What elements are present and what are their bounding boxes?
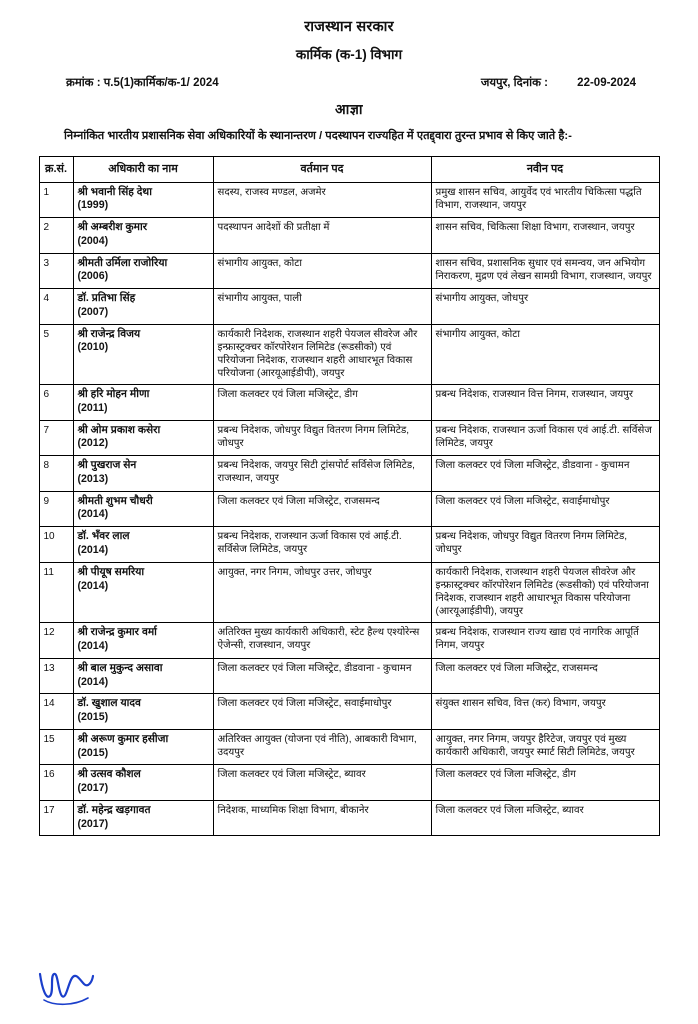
- cell-current-post: कार्यकारी निदेशक, राजस्थान शहरी पेयजल सीवरेज और इन्फ्रास्ट्रक्चर कॉरपोरेशन लिमिटेड (रूडसीको) एवं परियोजना निदेशक, राजस्थान शहरी आधारभूत विकास परियोजना (आरयूआईडीपी), जयपुर: [213, 324, 431, 384]
- place-date-label: जयपुर, दिनांक :: [480, 77, 548, 89]
- cell-sno: 15: [39, 729, 73, 765]
- table-row: [39, 491, 659, 527]
- cell-sno: 9: [39, 491, 73, 527]
- order-number-label: क्रमांक :: [66, 77, 101, 89]
- officer-name-text: श्री हरि मोहन मीणा: [77, 388, 150, 401]
- cell-new-post: संभागीय आयुक्त, कोटा: [431, 324, 659, 384]
- cell-sno: 2: [39, 218, 73, 254]
- cell-officer-name: [73, 658, 213, 694]
- cell-current-post: प्रबन्ध निदेशक, जयपुर सिटी ट्रांसपोर्ट सर्विसेज लिमिटेड, राजस्थान, जयपुर: [213, 456, 431, 492]
- table-row: [39, 527, 659, 563]
- table-row: [39, 765, 659, 801]
- cell-sno: 4: [39, 289, 73, 325]
- cell-new-post: संयुक्त शासन सचिव, वित्त (कर) विभाग, जयपुर: [431, 694, 659, 730]
- officer-batch-year: (2011): [77, 401, 108, 414]
- cell-current-post: जिला कलक्टर एवं जिला मजिस्ट्रेट, राजसमन्द: [213, 491, 431, 527]
- table-row: [39, 218, 659, 254]
- officer-batch-year: (2013): [77, 472, 109, 485]
- officer-name-text: श्रीमती उर्मिला राजोरिया: [77, 256, 168, 269]
- officer-batch-year: (1999): [77, 199, 109, 212]
- cell-new-post: प्रबन्ध निदेशक, जोधपुर विद्युत वितरण निगम लिमिटेड, जोधपुर: [431, 527, 659, 563]
- officer-batch-year: (2015): [77, 711, 109, 724]
- cell-new-post: जिला कलक्टर एवं जिला मजिस्ट्रेट, ब्यावर: [431, 800, 659, 836]
- cell-current-post: पदस्थापन आदेशों की प्रतीक्षा में: [213, 218, 431, 254]
- officer-batch-year: (2007): [77, 305, 109, 318]
- cell-sno: 8: [39, 456, 73, 492]
- cell-sno: 17: [39, 800, 73, 836]
- column-header-current-post: वर्तमान पद: [213, 157, 431, 182]
- cell-sno: 6: [39, 385, 73, 421]
- cell-sno: 11: [39, 562, 73, 622]
- officer-batch-year: (2014): [77, 579, 109, 592]
- cell-officer-name: [73, 623, 213, 659]
- cell-current-post: प्रबन्ध निदेशक, राजस्थान ऊर्जा विकास एवं आई.टी. सर्विसेज लिमिटेड, जयपुर: [213, 527, 431, 563]
- officer-batch-year: (2015): [77, 746, 109, 759]
- signature: [36, 966, 96, 1008]
- cell-current-post: सदस्य, राजस्व मण्डल, अजमेर: [213, 182, 431, 218]
- order-date: [481, 75, 636, 90]
- cell-sno: 16: [39, 765, 73, 801]
- cell-sno: 10: [39, 527, 73, 563]
- cell-current-post: आयुक्त, नगर निगम, जोधपुर उत्तर, जोधपुर: [213, 562, 431, 622]
- cell-new-post: प्रमुख शासन सचिव, आयुर्वेद एवं भारतीय चिकित्सा पद्धति विभाग, राजस्थान, जयपुर: [431, 182, 659, 218]
- cell-officer-name: [73, 182, 213, 218]
- table-row: [39, 385, 659, 421]
- cell-new-post: जिला कलक्टर एवं जिला मजिस्ट्रेट, राजसमन्द: [431, 658, 659, 694]
- cell-sno: 13: [39, 658, 73, 694]
- table-row: [39, 456, 659, 492]
- cell-current-post: निदेशक, माध्यमिक शिक्षा विभाग, बीकानेर: [213, 800, 431, 836]
- officer-batch-year: (2012): [77, 437, 109, 450]
- order-preamble: निम्नांकित भारतीय प्रशासनिक सेवा अधिकारियों के स्थानान्तरण / पदस्थापन राज्यहित में एतद्द्वारा तुरन्त प्रभाव से किए जाते है:-: [64, 130, 572, 142]
- officer-batch-year: (2010): [77, 341, 109, 354]
- cell-new-post: संभागीय आयुक्त, जोधपुर: [431, 289, 659, 325]
- cell-new-post: आयुक्त, नगर निगम, जयपुर हैरिटेज, जयपुर एवं मुख्य कार्यकारी अधिकारी, जयपुर स्मार्ट सिटी लिमिटेड, जयपुर: [431, 729, 659, 765]
- officer-name-text: श्री पुखराज सेन: [77, 459, 137, 472]
- cell-new-post: जिला कलक्टर एवं जिला मजिस्ट्रेट, डीडवाना - कुचामन: [431, 456, 659, 492]
- table-row: [39, 729, 659, 765]
- government-title: राजस्थान सरकार: [304, 19, 394, 35]
- cell-officer-name: [73, 218, 213, 254]
- officer-name-text: श्री पीयूष समरिया: [77, 565, 145, 578]
- cell-officer-name: [73, 562, 213, 622]
- cell-officer-name: [73, 527, 213, 563]
- officer-name-text: डॉ. भँवर लाल: [77, 530, 130, 543]
- table-row: [39, 420, 659, 456]
- cell-officer-name: [73, 765, 213, 801]
- cell-current-post: प्रबन्ध निदेशक, जोधपुर विद्युत वितरण निगम लिमिटेड, जोधपुर: [213, 420, 431, 456]
- officer-batch-year: (2014): [77, 639, 109, 652]
- officer-name-text: श्री भवानी सिंह देथा: [77, 185, 152, 198]
- cell-sno: 7: [39, 420, 73, 456]
- cell-officer-name: [73, 324, 213, 384]
- officer-name-text: डॉ. खुशाल यादव: [77, 697, 141, 710]
- officer-name-text: श्री राजेन्द्र विजय: [77, 327, 141, 340]
- cell-officer-name: [73, 289, 213, 325]
- officer-name-text: डॉ. प्रतिभा सिंह: [77, 292, 136, 305]
- cell-sno: 12: [39, 623, 73, 659]
- officer-name-text: श्री अरूण कुमार हसीजा: [77, 732, 169, 745]
- department-title: कार्मिक (क-1) विभाग: [295, 47, 403, 62]
- order-date-value: 22-09-2024: [577, 77, 636, 89]
- cell-new-post: प्रबन्ध निदेशक, राजस्थान ऊर्जा विकास एवं आई.टी. सर्विसेज लिमिटेड, जयपुर: [431, 420, 659, 456]
- column-header-new-post: नवीन पद: [431, 157, 659, 182]
- table-row: [39, 324, 659, 384]
- officer-name-text: डॉ. महेन्द्र खड़गावत: [77, 803, 151, 816]
- table-row: [39, 289, 659, 325]
- cell-current-post: संभागीय आयुक्त, पाली: [213, 289, 431, 325]
- cell-new-post: कार्यकारी निदेशक, राजस्थान शहरी पेयजल सीवरेज और इन्फ्रास्ट्रक्चर कॉरपोरेशन लिमिटेड (रूडसीको) एवं परियोजना निदेशक, राजस्थान शहरी आधारभूत विकास परियोजना (आरयूआईडीपी), जयपुर: [431, 562, 659, 622]
- cell-current-post: जिला कलक्टर एवं जिला मजिस्ट्रेट, सवाईमाधोपुर: [213, 694, 431, 730]
- cell-sno: 3: [39, 253, 73, 289]
- cell-new-post: शासन सचिव, प्रशासनिक सुधार एवं समन्वय, जन अभियोग निराकरण, मुद्रण एवं लेखन सामग्री विभाग, राजस्थान, जयपुर: [431, 253, 659, 289]
- table-body: [39, 182, 659, 836]
- officer-batch-year: (2014): [77, 675, 109, 688]
- officer-batch-year: (2014): [77, 544, 109, 556]
- cell-officer-name: [73, 456, 213, 492]
- cell-new-post: जिला कलक्टर एवं जिला मजिस्ट्रेट, सवाईमाधोपुर: [431, 491, 659, 527]
- officer-name-text: श्री ओम प्रकाश कसेरा: [77, 423, 161, 436]
- cell-officer-name: [73, 800, 213, 836]
- order-number: [66, 75, 219, 90]
- cell-officer-name: [73, 420, 213, 456]
- officer-batch-year: (2014): [77, 508, 109, 521]
- table-row: [39, 658, 659, 694]
- cell-current-post: जिला कलक्टर एवं जिला मजिस्ट्रेट, ब्यावर: [213, 765, 431, 801]
- cell-current-post: संभागीय आयुक्त, कोटा: [213, 253, 431, 289]
- cell-current-post: अतिरिक्त आयुक्त (योजना एवं नीति), आबकारी विभाग, उदयपुर: [213, 729, 431, 765]
- officer-batch-year: (2017): [77, 817, 109, 830]
- officer-name-text: श्री उत्सव कौशल: [77, 768, 141, 781]
- cell-new-post: प्रबन्ध निदेशक, राजस्थान राज्य खाद्य एवं नागरिक आपूर्ति निगम, जयपुर: [431, 623, 659, 659]
- table-row: [39, 253, 659, 289]
- cell-sno: 14: [39, 694, 73, 730]
- table-row: [39, 562, 659, 622]
- cell-officer-name: [73, 729, 213, 765]
- cell-current-post: अतिरिक्त मुख्य कार्यकारी अधिकारी, स्टेट हैल्थ एश्योरेन्स ऐजेन्सी, राजस्थान, जयपुर: [213, 623, 431, 659]
- table-row: [39, 623, 659, 659]
- order-heading: आज्ञा: [335, 101, 363, 117]
- cell-new-post: जिला कलक्टर एवं जिला मजिस्ट्रेट, डीग: [431, 765, 659, 801]
- cell-current-post: जिला कलक्टर एवं जिला मजिस्ट्रेट, डीडवाना - कुचामन: [213, 658, 431, 694]
- column-header-sno: क्र.सं.: [39, 157, 73, 182]
- cell-officer-name: [73, 253, 213, 289]
- cell-officer-name: [73, 694, 213, 730]
- table-row: [39, 800, 659, 836]
- cell-new-post: प्रबन्ध निदेशक, राजस्थान वित्त निगम, राजस्थान, जयपुर: [431, 385, 659, 421]
- column-header-officer-name: अधिकारी का नाम: [73, 157, 213, 182]
- officer-name-text: श्री बाल मुकुन्द असावा: [77, 661, 163, 674]
- officer-batch-year: (2017): [77, 782, 109, 795]
- officer-name-text: श्री अम्बरीश कुमार: [77, 221, 148, 234]
- order-number-value: प.5(1)कार्मिक/क-1/ 2024: [103, 77, 219, 89]
- cell-current-post: जिला कलक्टर एवं जिला मजिस्ट्रेट, डीग: [213, 385, 431, 421]
- order-meta-row: [26, 75, 672, 90]
- cell-officer-name: [73, 385, 213, 421]
- cell-sno: 5: [39, 324, 73, 384]
- table-header-row: [39, 157, 659, 182]
- officer-name-text: श्रीमती शुभम चौधरी: [77, 494, 153, 507]
- table-row: [39, 694, 659, 730]
- officer-batch-year: (2006): [77, 270, 109, 283]
- cell-sno: 1: [39, 182, 73, 218]
- officer-batch-year: (2004): [77, 234, 109, 247]
- officer-name-text: श्री राजेन्द्र कुमार वर्मा: [77, 626, 157, 639]
- table-row: [39, 182, 659, 218]
- cell-new-post: शासन सचिव, चिकित्सा शिक्षा विभाग, राजस्थान, जयपुर: [431, 218, 659, 254]
- transfer-table: [39, 156, 660, 836]
- cell-officer-name: [73, 491, 213, 527]
